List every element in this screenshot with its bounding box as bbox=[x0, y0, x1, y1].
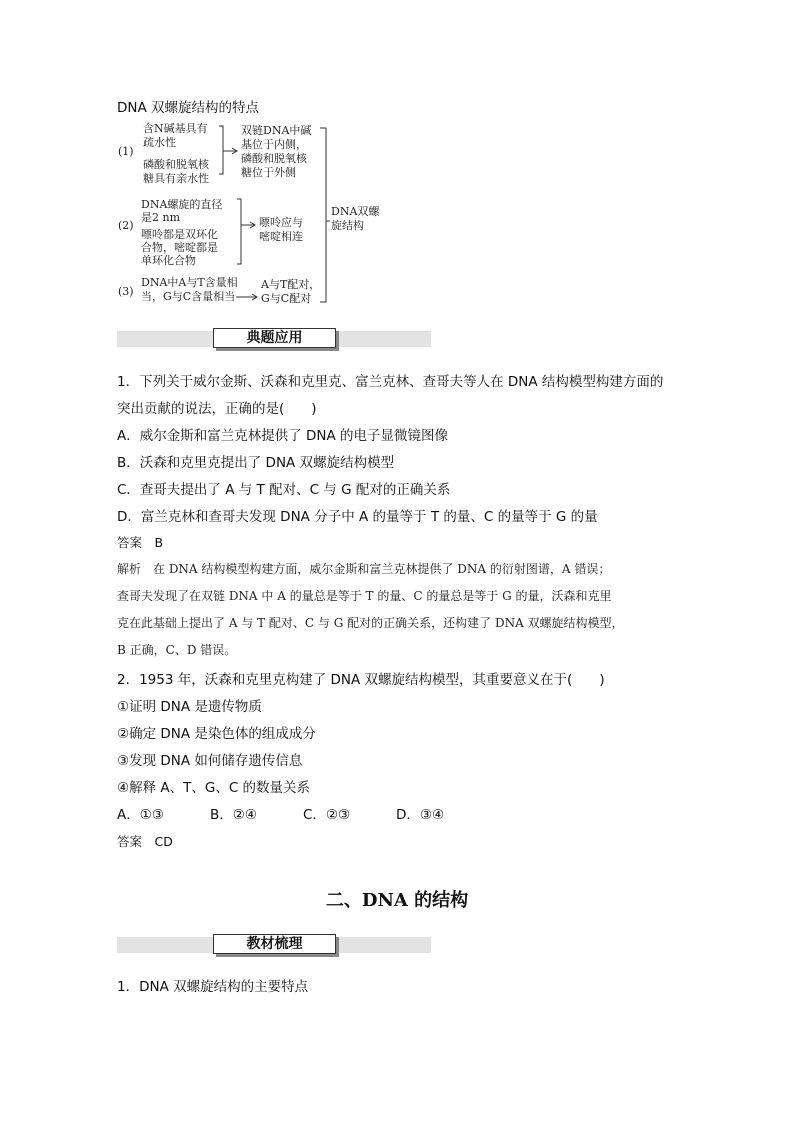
row1-bracket bbox=[219, 126, 223, 174]
banner-textbook-review: 教材梳理 bbox=[213, 934, 336, 954]
q2-option-c: C．②③ bbox=[303, 807, 351, 823]
q1-option-b: B．沃森和克里克提出了 DNA 双螺旋结构模型 bbox=[117, 455, 395, 471]
q1-explanation-line1: 解析 在 DNA 结构模型构建方面，威尔金斯和富兰克林提供了 DNA 的衍射图谱，A 错误； bbox=[117, 562, 611, 576]
q1-explanation-line4: B 正确，C、D 错误。 bbox=[117, 643, 237, 657]
row1-result: 双链DNA中碱 基位于内侧， 磷酸和脱氧核 糖位于外侧 bbox=[241, 124, 312, 179]
q1-stem-line2: 突出贡献的说法，正确的是( ) bbox=[117, 401, 317, 417]
q1-answer: 答案 B bbox=[117, 535, 164, 550]
q1-option-a: A．威尔金斯和富兰克林提供了 DNA 的电子显微镜图像 bbox=[117, 428, 449, 444]
q1-stem-line1: 1．下列关于威尔金斯、沃森和克里克、富兰克林、查哥夫等人在 DNA 结构模型构建方面的 bbox=[117, 374, 664, 390]
q2-statement-2: ②确定 DNA 是染色体的组成成分 bbox=[117, 726, 316, 742]
banner-typical-application: 典题应用 bbox=[213, 328, 336, 348]
q2-stem: 2．1953 年，沃森和克里克构建了 DNA 双螺旋结构模型，其重要意义在于( ) bbox=[117, 672, 605, 688]
row3-result: A与T配对， G与C配对 bbox=[261, 278, 321, 305]
q2-statement-4: ④解释 A、T、G、C 的数量关系 bbox=[117, 780, 311, 796]
diagram-conclusion: DNA双螺 旋结构 bbox=[331, 205, 380, 232]
diagram-title: DNA 双螺旋结构的特点 bbox=[117, 100, 260, 116]
q2-option-d: D．③④ bbox=[396, 807, 445, 823]
row2-number: (2) bbox=[118, 219, 134, 232]
row1-premise-a: 含N碱基具有 疏水性 bbox=[143, 122, 208, 149]
row3-number: (3) bbox=[118, 285, 134, 298]
q2-option-b: B．②④ bbox=[210, 807, 257, 823]
q2-answer: 答案 CD bbox=[117, 834, 173, 849]
row2-result: 嘌呤应与 嘧啶相连 bbox=[259, 216, 303, 243]
diagram-lines bbox=[0, 0, 794, 320]
row1-number: (1) bbox=[118, 145, 134, 158]
row3-premise: DNA中A与T含量相 当，G与C含量相当 bbox=[141, 276, 238, 303]
main-bracket bbox=[320, 128, 326, 302]
feature-list-heading: 1．DNA 双螺旋结构的主要特点 bbox=[117, 979, 309, 995]
q1-option-d: D．富兰克林和查哥夫发现 DNA 分子中 A 的量等于 T 的量、C 的量等于 G 的量 bbox=[117, 509, 598, 525]
q2-statement-3: ③发现 DNA 如何储存遗传信息 bbox=[117, 753, 303, 769]
row2-premise-b: 嘌呤都是双环化 合物，嘧啶都是 单环化合物 bbox=[141, 228, 218, 267]
section-heading: 二、DNA 的结构 bbox=[325, 890, 469, 911]
row1-premise-b: 磷酸和脱氧核 糖具有亲水性 bbox=[143, 158, 209, 185]
q2-option-a: A．①③ bbox=[117, 807, 164, 823]
q1-explanation-line2: 查哥夫发现了在双链 DNA 中 A 的量总是等于 T 的量、C 的量总是等于 G 的量，沃森和克里 bbox=[117, 589, 612, 603]
row2-bracket bbox=[237, 199, 241, 264]
q1-explanation-line3: 克在此基础上提出了 A 与 T 配对、C 与 G 配对的正确关系，还构建了 DNA 双螺旋结构模型， bbox=[117, 616, 624, 630]
q2-statement-1: ①证明 DNA 是遗传物质 bbox=[117, 699, 262, 715]
q1-option-c: C．查哥夫提出了 A 与 T 配对、C 与 G 配对的正确关系 bbox=[117, 482, 451, 498]
row2-premise-a: DNA螺旋的直径 是2 nm bbox=[141, 198, 223, 224]
